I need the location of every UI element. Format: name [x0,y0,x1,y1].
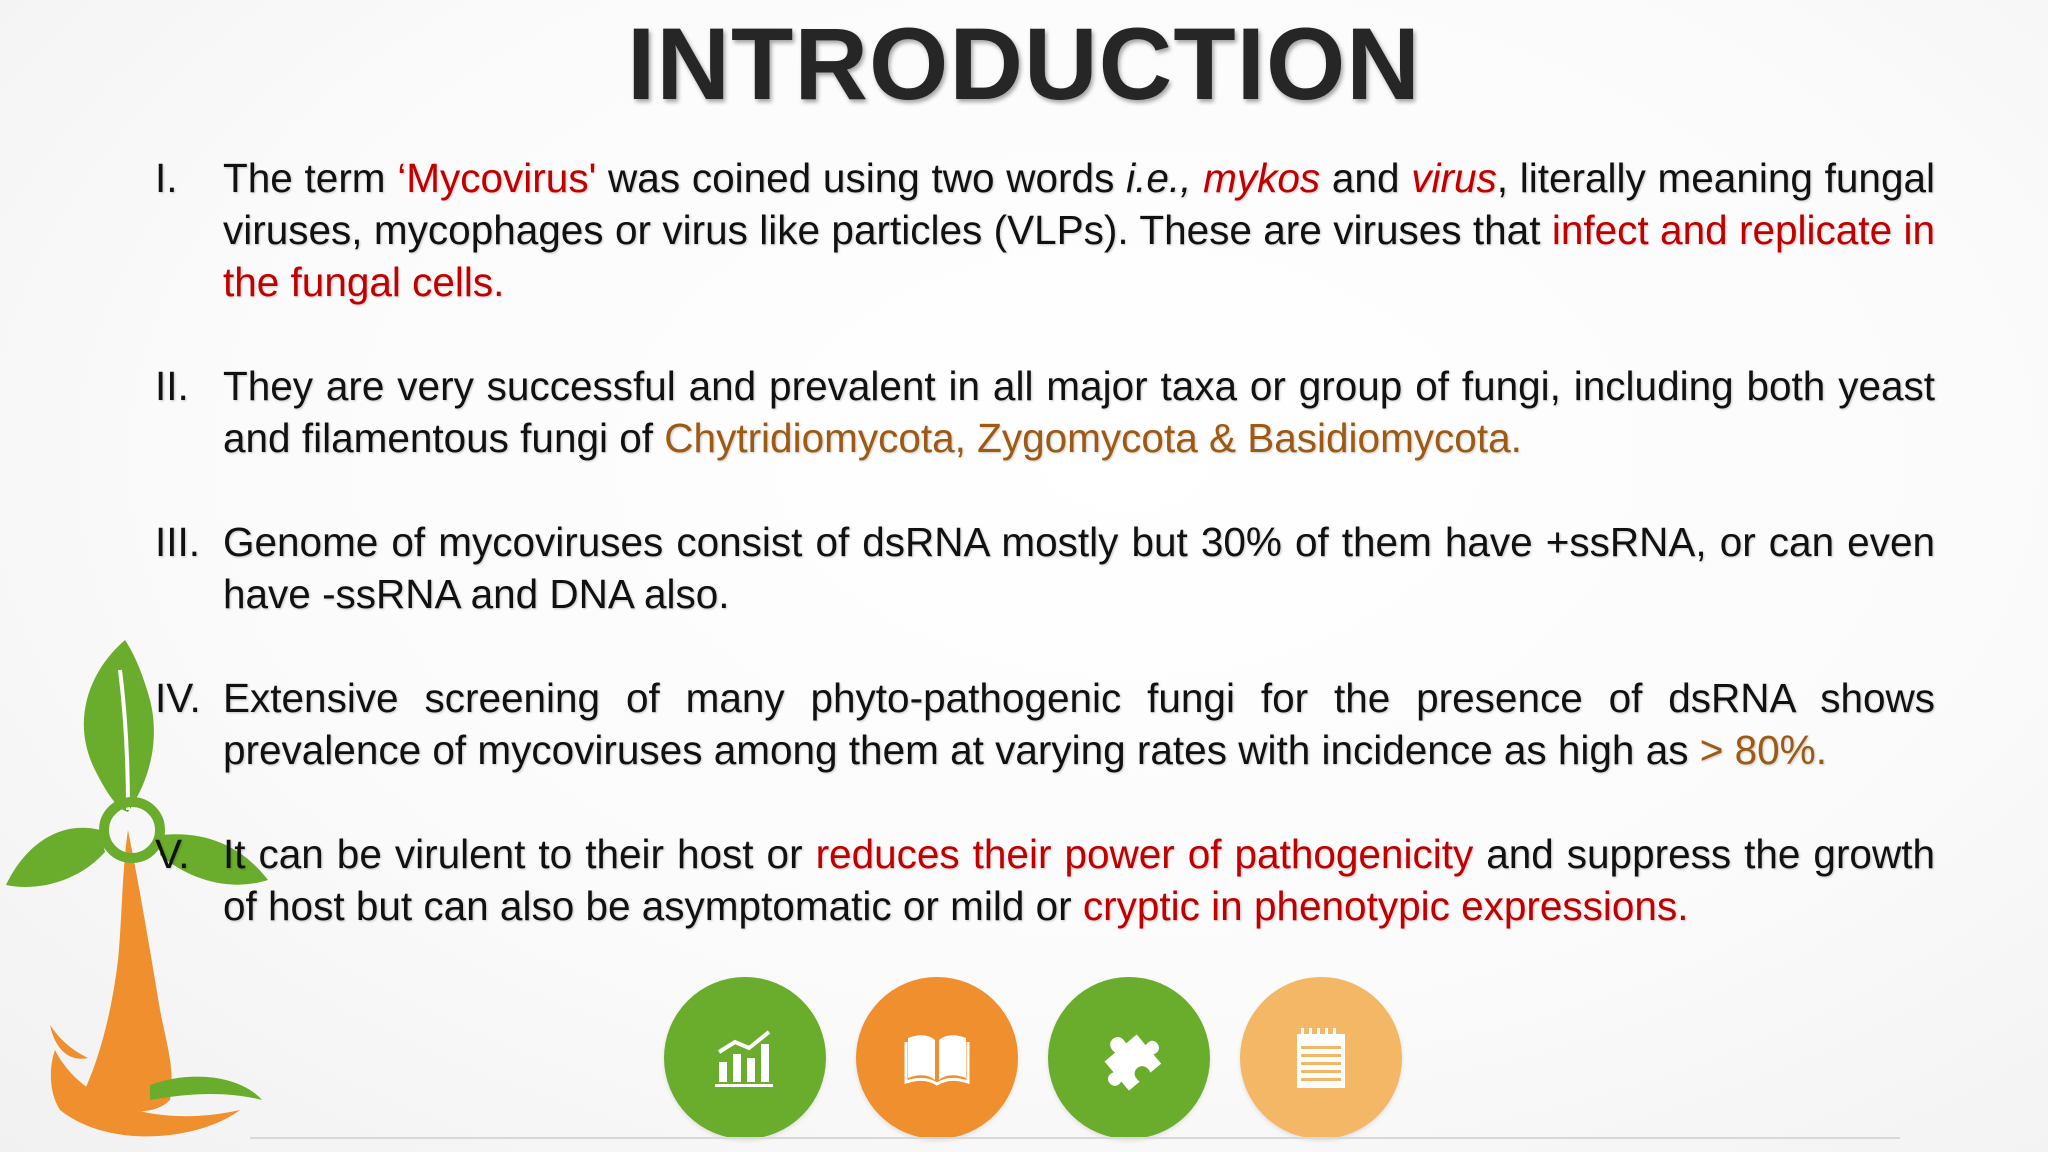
puzzle-button[interactable] [1048,977,1210,1139]
text-segment: They are very successful and prevalent in all major taxa or group of fungi, including both yeast and filamentous fungi of [223,363,1935,461]
text-segment-highlight: > 80%. [1699,727,1827,773]
bullet-point-1 [155,152,1935,308]
bullet-number: III. [155,519,201,565]
text-segment-highlight: virus [1411,155,1497,201]
book-button[interactable] [856,977,1018,1139]
text-segment: Genome of mycoviruses consist of dsRNA mostly but 30% of them have +ssRNA, or can even have -ssRNA and DNA also. [223,519,1935,617]
slide-title: INTRODUCTION [627,7,1421,121]
text-segment [1191,155,1203,201]
bullet-point-2 [155,360,1935,464]
bullet-number: I. [155,155,178,201]
text-segment-highlight: ‘Mycovirus' [397,155,597,201]
text-segment-highlight: infect and replicate in the fungal cells. [223,207,1936,305]
text-segment-highlight: Chytridiomycota, Zygomycota & Basidiomycota. [664,415,1522,461]
text-segment: was coined using two words [596,155,1127,201]
bullet-list [155,152,1935,984]
bar-chart-icon [713,1026,777,1090]
text-segment-highlight: cryptic in phenotypic expressions. [1082,883,1689,929]
text-segment: Extensive screening of many phyto-pathogenic fungi for the presence of dsRNA shows prevalence of mycoviruses among them at varying rates with incidence as high as [223,675,1935,773]
notepad-icon [1293,1026,1349,1090]
notepad-button[interactable] [1240,977,1402,1139]
text-segment-italic: i.e., [1126,155,1192,201]
bullet-number: II. [155,363,189,409]
text-segment: and suppress the growth of host but can also be asymptomatic or mild or [223,831,1935,929]
text-segment: It can be virulent to their host or [223,831,816,877]
text-segment: and [1320,155,1412,201]
bullet-number: V. [155,831,190,877]
puzzle-piece-icon [1094,1023,1164,1093]
text-segment-highlight: reduces their power of pathogenicity [815,831,1474,877]
text-segment-highlight: mykos [1203,155,1321,201]
bullet-point-3 [155,516,1935,620]
bullet-point-4 [155,672,1935,776]
text-segment: , literally meaning fungal viruses, mycophages or virus like particles (VLPs). These are viruses that [223,155,1935,253]
open-book-icon [904,1030,970,1086]
text-segment: The term [223,155,398,201]
chart-button[interactable] [664,977,826,1139]
bullet-number: IV. [155,675,201,721]
footer-divider [250,1137,1900,1139]
bullet-point-5 [155,828,1935,932]
